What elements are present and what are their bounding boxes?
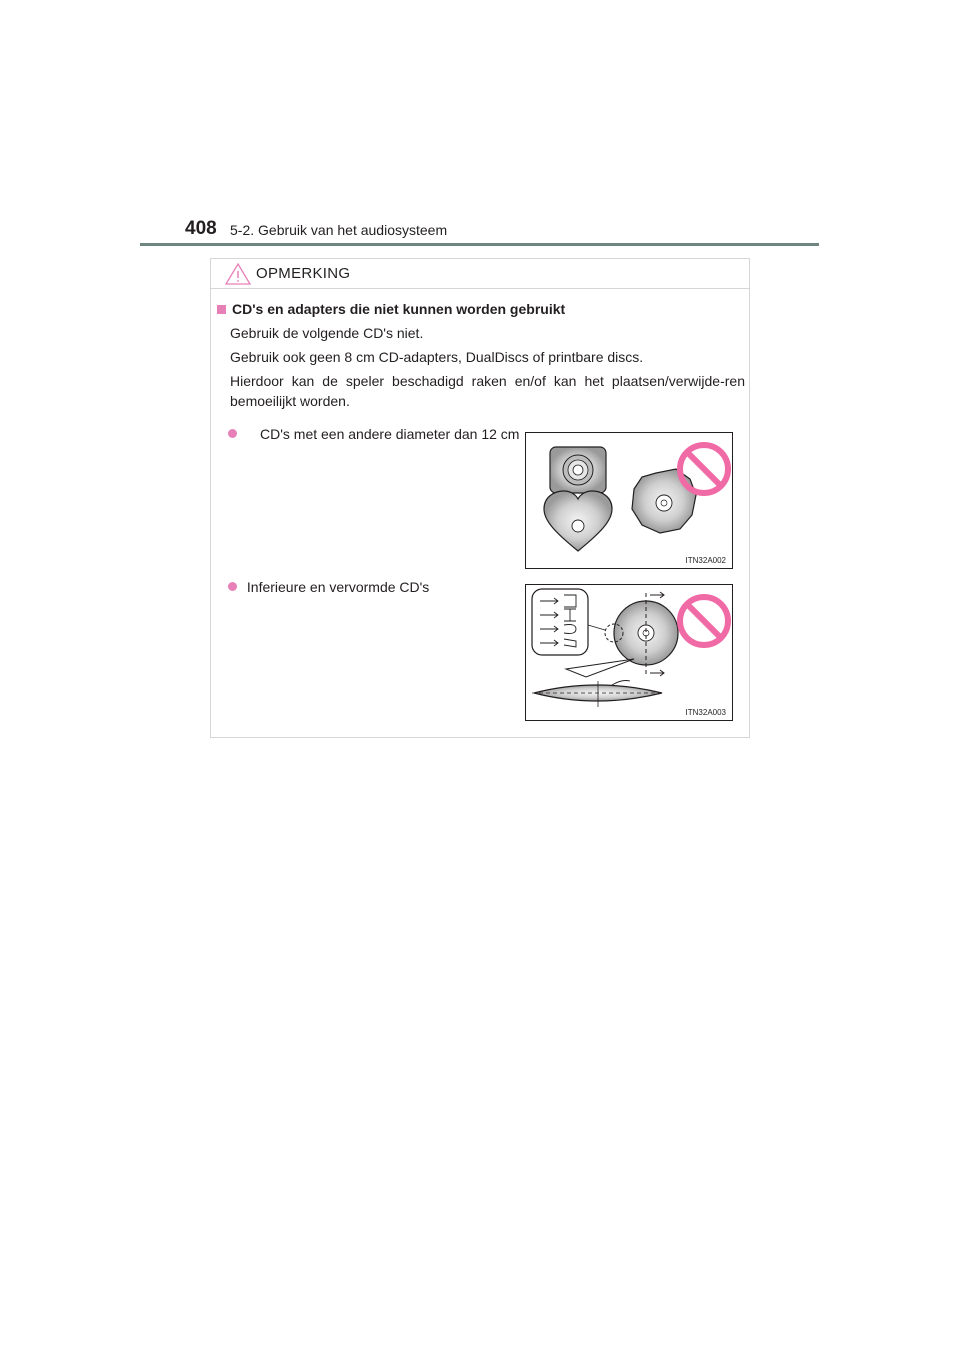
paragraph-1: Gebruik de volgende CD's niet. <box>230 325 424 341</box>
dot-bullet-icon <box>228 429 237 438</box>
odd-shaped-cds-drawing <box>526 433 732 568</box>
bullet-item-1 <box>228 424 520 444</box>
figure-code-1: ITN32A002 <box>685 556 726 565</box>
square-bullet-icon <box>217 305 226 314</box>
notice-header <box>211 259 749 289</box>
deformed-cds-drawing <box>526 585 732 720</box>
notice-title: OPMERKING <box>256 265 351 282</box>
section-heading <box>217 301 565 317</box>
notice-box <box>210 258 750 738</box>
header-rule <box>140 243 819 246</box>
paragraph-2: Gebruik ook geen 8 cm CD-adapters, DualDiscs of printbare discs. <box>230 349 644 365</box>
page-number: 408 <box>185 218 217 239</box>
bullet-text-2: Inferieure en vervormde CD's <box>246 579 430 595</box>
paragraph-3: Hierdoor kan de speler beschadigd raken en/of kan het plaatsen/verwijde-ren bemoeilijkt worden. <box>230 373 745 409</box>
illustration-deformed-cds <box>525 584 733 721</box>
bullet-item-2 <box>228 577 429 597</box>
figure-code-2: ITN32A003 <box>685 708 726 717</box>
illustration-odd-shaped-cds <box>525 432 733 569</box>
warning-triangle-icon <box>225 263 251 285</box>
section-title: 5-2. Gebruik van het audiosysteem <box>230 222 448 238</box>
bullet-text-1: CD's met een andere diameter dan 12 cm <box>260 426 520 442</box>
section-heading-text: CD's en adapters die niet kunnen worden gebruikt <box>232 301 566 317</box>
dot-bullet-icon <box>228 582 237 591</box>
